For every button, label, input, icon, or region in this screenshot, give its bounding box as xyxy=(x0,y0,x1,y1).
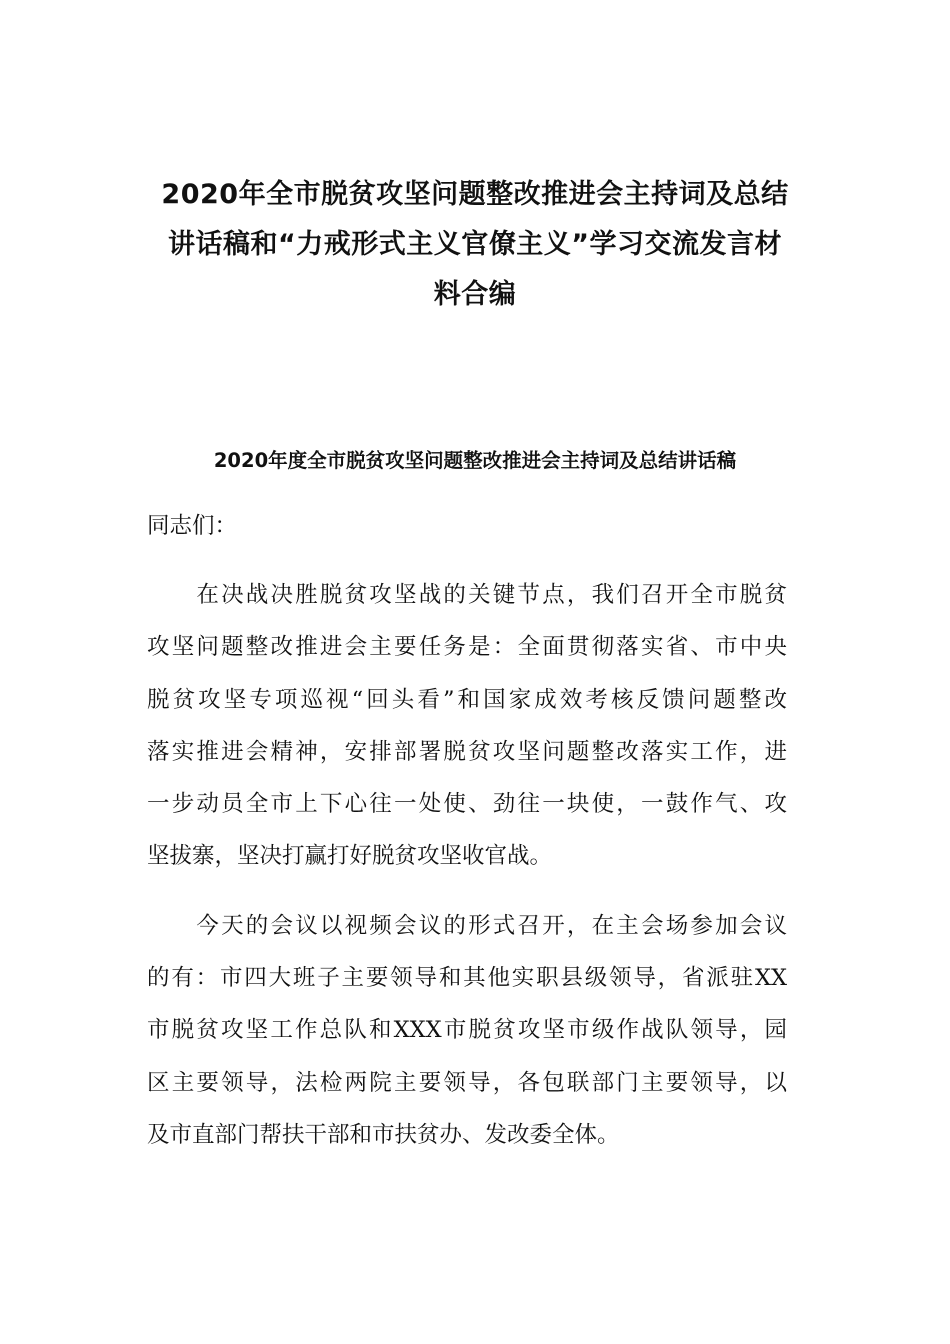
document-title xyxy=(130,170,820,320)
paragraph-line: 市脱贫攻坚工作总队和XXX市脱贫攻坚市级作战队领导，园 xyxy=(147,1017,787,1044)
paragraph-line: 攻坚问题整改推进会主要任务是：全面贯彻落实省、市中央 xyxy=(147,634,787,661)
salutation xyxy=(147,500,787,552)
paragraph-line: 坚拔寨，坚决打赢打好脱贫攻坚收官战。 xyxy=(147,843,553,870)
paragraph-line: 一步动员全市上下心往一处使、劲往一块使，一鼓作气、攻 xyxy=(147,791,787,818)
document-title-line-3: 料合编 xyxy=(433,279,517,310)
paragraph-line: 脱贫攻坚专项巡视“回头看”和国家成效考核反馈问题整改 xyxy=(147,686,787,713)
paragraph-line: 区主要领导，法检两院主要领导，各包联部门主要领导，以 xyxy=(147,1069,787,1096)
salutation-line: 同志们： xyxy=(147,513,238,539)
paragraph-line: 在决战决胜脱贫攻坚战的关键节点，我们召开全市脱贫 xyxy=(147,582,787,608)
paragraph-line: 落实推进会精神，安排部署脱贫攻坚问题整改落实工作，进 xyxy=(147,738,787,765)
paragraph-line: 的有：市四大班子主要领导和其他实职县级领导，省派驻XX xyxy=(147,965,787,992)
paragraph-line: 及市直部门帮扶干部和市扶贫办、发改委全体。 xyxy=(147,1121,620,1148)
paragraph-1 xyxy=(147,569,787,883)
section-title: 2020年度全市脱贫攻坚问题整改推进会主持词及总结讲话稿 xyxy=(213,449,737,472)
paragraph-2 xyxy=(147,900,787,1161)
document-title-line-2: 讲话稿和“力戒形式主义官僚主义”学习交流发言材 xyxy=(168,229,782,260)
document-title-line-1: 2020年全市脱贫攻坚问题整改推进会主持词及总结 xyxy=(161,179,789,210)
paragraph-line: 今天的会议以视频会议的形式召开，在主会场参加会议 xyxy=(147,912,787,939)
document-body xyxy=(147,500,787,1161)
